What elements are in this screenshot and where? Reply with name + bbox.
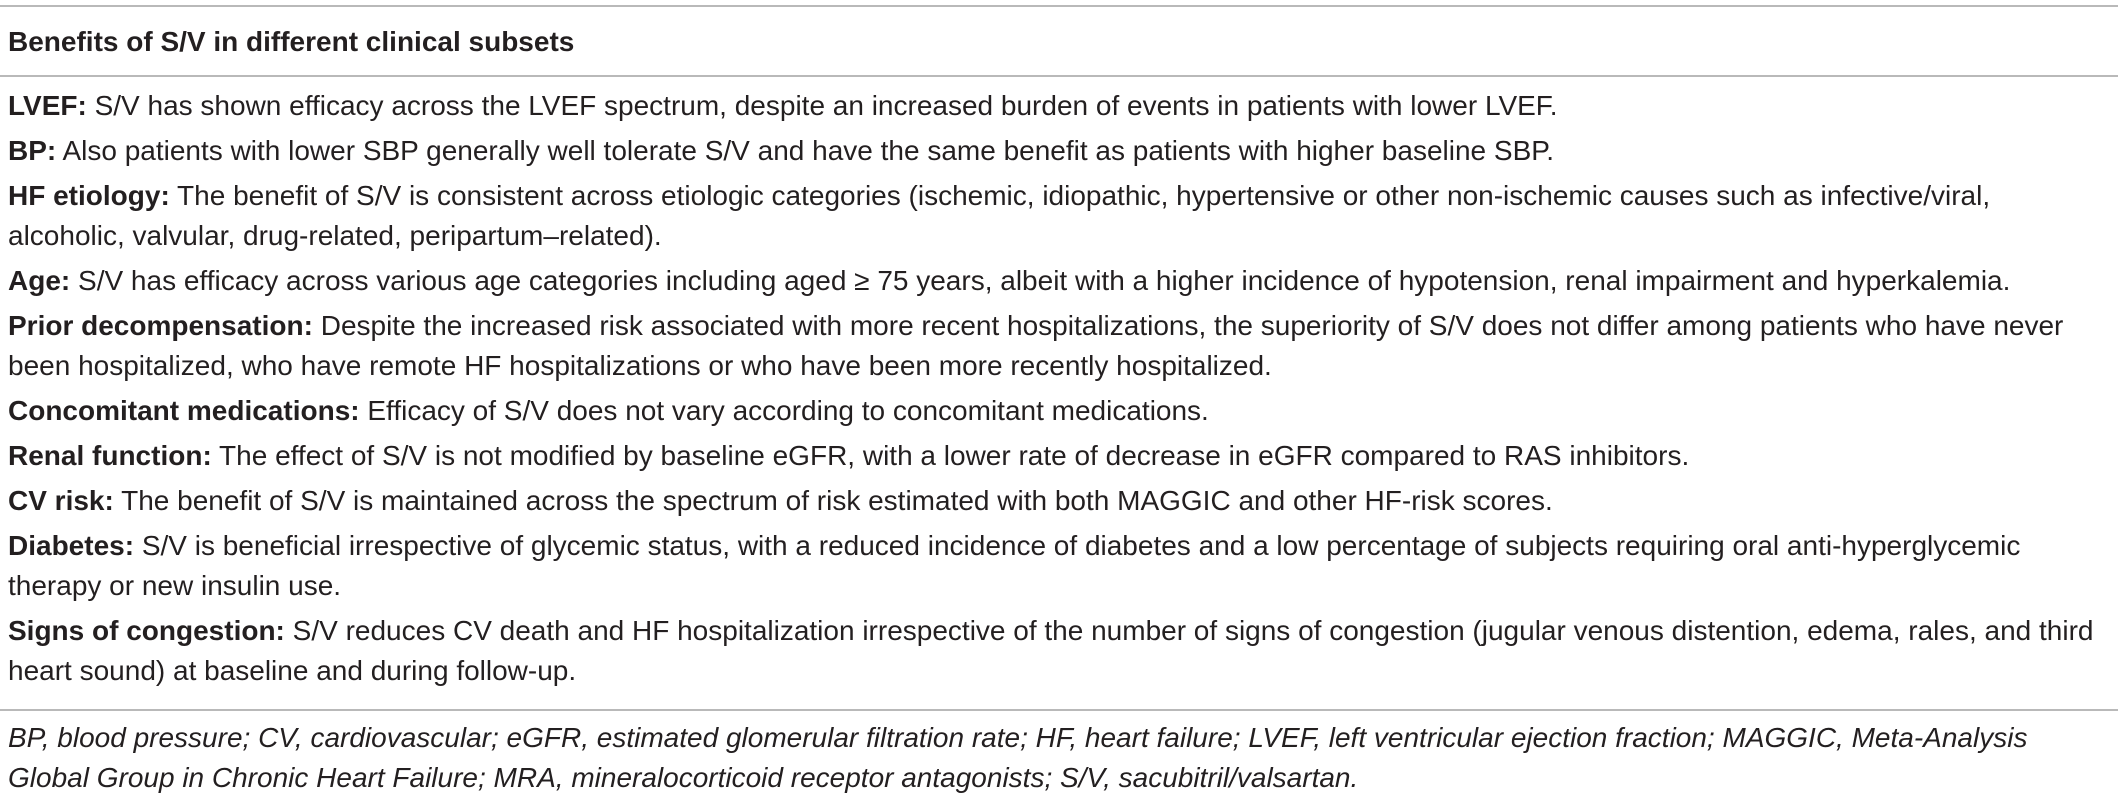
row-text: Despite the increased risk associated with more recent hospitalizations, the superiority of S/V does not differ among patients who have never been hospitalized, who have remote HF hospitalizations or who have been more recently hospitalized. — [8, 310, 2064, 381]
table-row — [8, 611, 2108, 691]
row-text: S/V reduces CV death and HF hospitalization irrespective of the number of signs of congestion (jugular venous distention, edema, rales, and third heart sound) at baseline and during follow-up. — [8, 615, 2094, 686]
row-text: S/V has efficacy across various age categories including aged ≥ 75 years, albeit with a higher incidence of hypotension, renal impairment and hyperkalemia. — [70, 265, 2011, 296]
row-text: The benefit of S/V is maintained across the spectrum of risk estimated with both MAGGIC and other HF-risk scores. — [113, 485, 1553, 516]
row-text: The benefit of S/V is consistent across etiologic categories (ischemic, idiopathic, hypertensive or other non-ischemic causes such as infective/viral, alcoholic, valvular, drug-related, peripartum–related). — [8, 180, 1991, 251]
row-text: S/V is beneficial irrespective of glycemic status, with a reduced incidence of diabetes and a low percentage of subjects requiring oral anti-hyperglycemic therapy or new insulin use. — [8, 530, 2021, 601]
table-row — [8, 261, 2108, 301]
table-row — [8, 526, 2108, 606]
table-row — [8, 306, 2108, 386]
table-body — [8, 86, 2108, 696]
row-term: CV risk: — [8, 485, 114, 516]
table-row — [8, 481, 2108, 521]
table-footnote: BP, blood pressure; CV, cardiovascular; eGFR, estimated glomerular filtration rate; HF, heart failure; LVEF, left ventricular ejection fraction; MAGGIC, Meta-Analysis Global Group in Chronic Heart Failure; MRA, mineralocorticoid receptor antagonists; S/V, sacubitril/valsartan. — [8, 722, 2028, 793]
row-term: Prior decompensation: — [8, 310, 313, 341]
row-term: Diabetes: — [8, 530, 135, 561]
table-bottom-rule — [0, 709, 2118, 711]
row-term: HF etiology: — [8, 180, 170, 211]
table-top-rule — [0, 5, 2118, 7]
row-text: Also patients with lower SBP generally well tolerate S/V and have the same benefit as patients with higher baseline SBP. — [56, 135, 1555, 166]
row-term: Concomitant medications: — [8, 395, 360, 426]
row-text: S/V has shown efficacy across the LVEF spectrum, despite an increased burden of events in patients with lower LVEF. — [86, 90, 1558, 121]
row-term: BP: — [8, 135, 57, 166]
row-term: LVEF: — [8, 90, 87, 121]
row-term: Renal function: — [8, 440, 212, 471]
row-term: Signs of congestion: — [8, 615, 285, 646]
table-row — [8, 176, 2108, 256]
table-row — [8, 131, 2108, 171]
table-row — [8, 436, 2108, 476]
row-text: The effect of S/V is not modified by baseline eGFR, with a lower rate of decrease in eGFR compared to RAS inhibitors. — [211, 440, 1690, 471]
row-text: Efficacy of S/V does not vary according to concomitant medications. — [359, 395, 1209, 426]
header-divider-rule — [0, 75, 2118, 77]
table-header: Benefits of S/V in different clinical subsets — [8, 26, 575, 57]
row-term: Age: — [8, 265, 71, 296]
table-row — [8, 86, 2108, 126]
table-row — [8, 391, 2108, 431]
